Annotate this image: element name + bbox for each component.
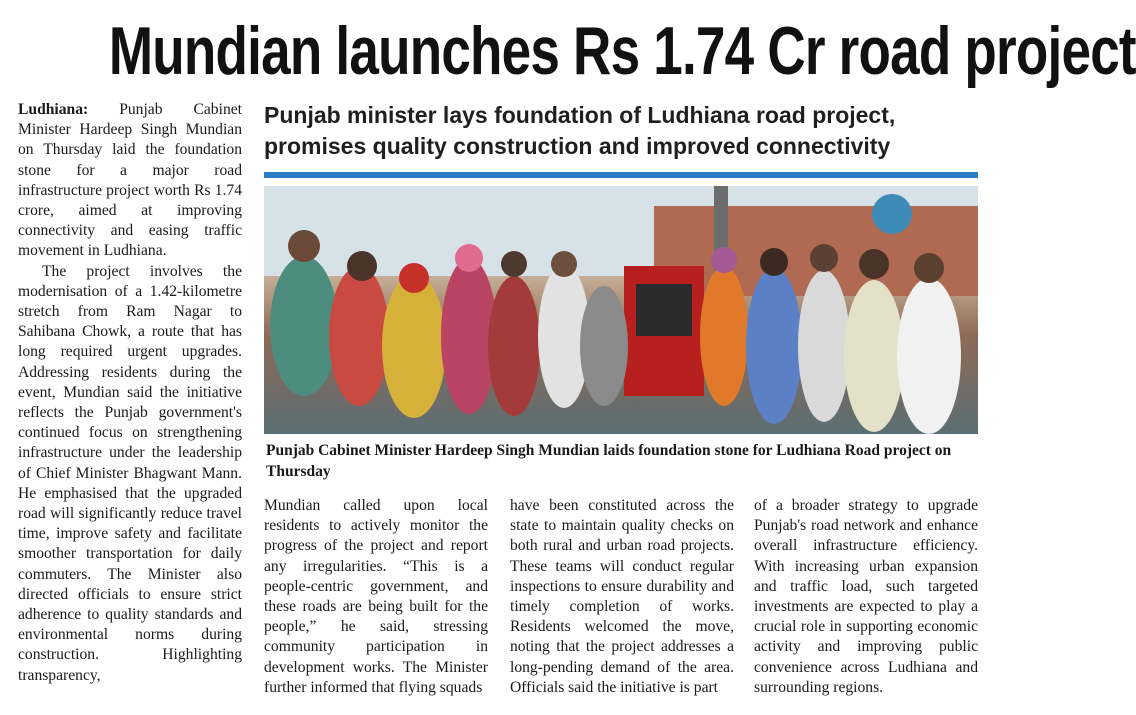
subheadline-line-2: promises quality construction and improved connectivity — [264, 133, 891, 159]
subheadline — [264, 100, 976, 162]
subheadline-line-1: Punjab minister lays foundation of Ludhiana road project, — [264, 102, 896, 128]
news-photo — [264, 186, 978, 434]
column-4-text: of a broader strategy to upgrade Punjab's road network and enhance overall infrastructure efficiency. With increasing urban expansion and traffic load, such targeted investments are expected to play a crucial role in supporting economic activity and improving public convenience across Ludhiana and surrounding regions. — [754, 497, 978, 696]
photo-illustration — [264, 186, 978, 434]
lead-paragraph — [18, 100, 242, 262]
paragraph-2: The project involves the modernisation of a 1.42-kilometre stretch from Ram Nagar to Sahibana Chowk, a route that has long required urgent upgrades. Addressing residents during the event, Mundian said the initiative reflects the Punjab government's continued focus on strengthening infrastructure under the leadership of Chief Minister Bhagwant Mann. He emphasised that the upgraded road will significantly reduce travel time, improve safety and facilitate smoother transportation for daily commuters. The Minister also directed officials to ensure strict adherence to quality standards and environmental norms during construction. Highlighting transparency, — [18, 262, 242, 684]
lead-text: Punjab Cabinet Minister Hardeep Singh Mundian on Thursday laid the foundation stone for a major road infrastructure project worth Rs 1.74 crore, aimed at improving connectivity and easing traffic movement in Ludhiana. — [18, 101, 242, 260]
photo-caption: Punjab Cabinet Minister Hardeep Singh Mundian laids foundation stone for Ludhiana Road project on Thursday — [266, 442, 952, 480]
dateline: Ludhiana: — [18, 101, 89, 118]
column-3-text: have been constituted across the state to maintain quality checks on both rural and urban road projects. These teams will conduct regular inspections to ensure durability and timely completion of works. Residents welcomed the move, noting that the project addresses a long-pending demand of the area. Officials said the initiative is part — [510, 497, 734, 696]
blue-rule — [264, 172, 978, 178]
article-column-4 — [754, 496, 978, 698]
article-column-1 — [18, 100, 242, 686]
article-column-2 — [264, 496, 488, 698]
foundation-plaque — [636, 284, 692, 336]
column-2-text: Mundian called upon local residents to actively monitor the progress of the project and report any irregularities. “This is a people-centric government, and these roads are being built for the people,” he said, stressing community participation in development works. The Minister further informed that flying squads — [264, 497, 488, 696]
headline: Mundian launches Rs 1.74 Cr road project — [108, 13, 1136, 89]
article-column-3 — [510, 496, 734, 698]
